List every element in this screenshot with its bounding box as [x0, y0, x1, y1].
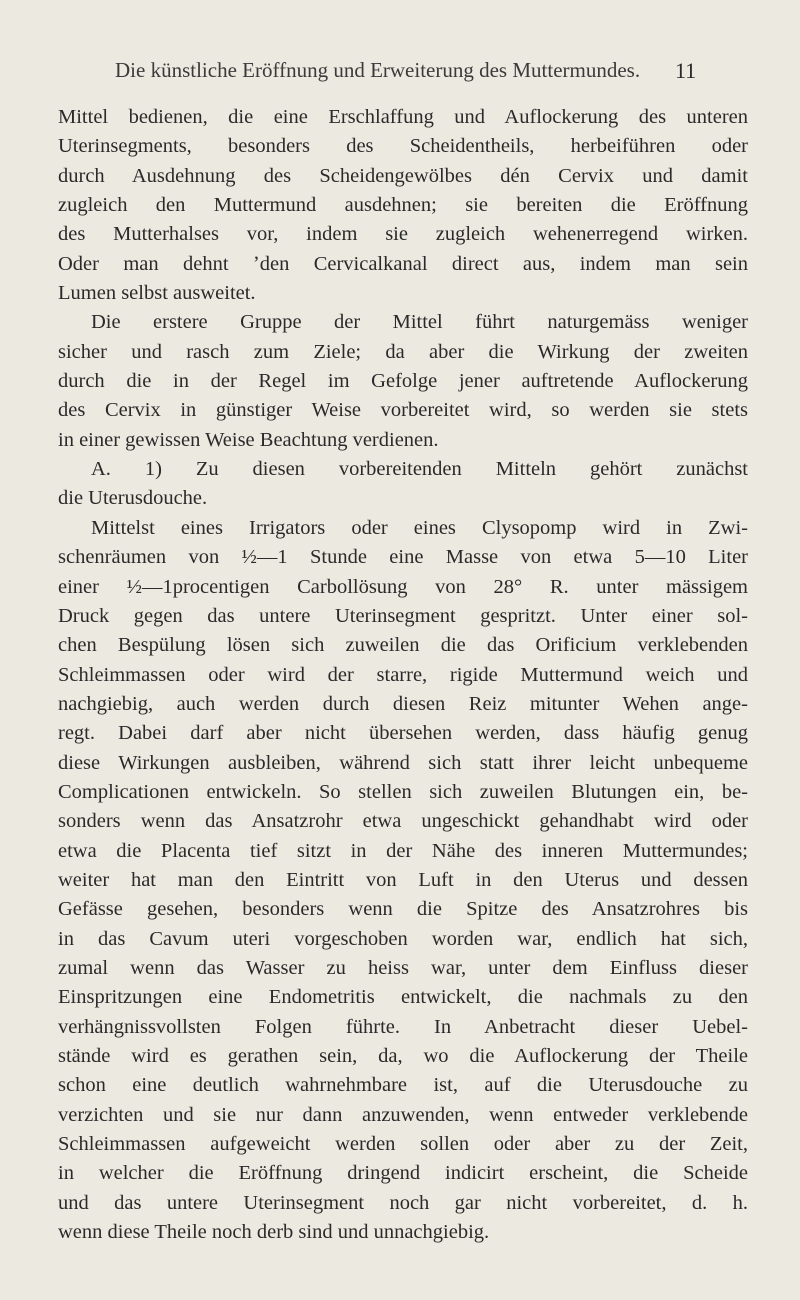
text-line: sicher und rasch zum Ziele; da aber die Wirkung der zweiten: [58, 340, 748, 363]
text-line: des Cervix in günstiger Weise vorbereitet wird, so werden sie stets: [58, 399, 748, 422]
text-line: Druck gegen das untere Uterinsegment gespritzt. Unter einer sol-: [58, 604, 748, 627]
text-line: Die erstere Gruppe der Mittel führt naturgemäss weniger: [91, 311, 748, 334]
text-line: Mittelst eines Irrigators oder eines Clysopomp wird in Zwi-: [91, 516, 748, 539]
text-line: schenräumen von ½—1 Stunde eine Masse von etwa 5—10 Liter: [58, 546, 748, 569]
text-line: regt. Dabei darf aber nicht übersehen werden, dass häufig genug: [58, 722, 748, 745]
page-header: [0, 58, 800, 88]
text-line: zugleich den Muttermund ausdehnen; sie bereiten die Eröffnung: [58, 194, 748, 217]
running-head: Die künstliche Eröffnung und Erweiterung des Muttermundes.: [115, 58, 641, 82]
text-line: in das Cavum uteri vorgeschoben worden war, endlich hat sich,: [58, 927, 748, 950]
text-line: Einspritzungen eine Endometritis entwickelt, die nachmals zu den: [58, 986, 748, 1009]
text-line: und das untere Uterinsegment noch gar nicht vorbereitet, d. h.: [58, 1191, 748, 1214]
text-line: Gefässe gesehen, besonders wenn die Spitze des Ansatzrohres bis: [58, 898, 748, 921]
text-line: zumal wenn das Wasser zu heiss war, unter dem Einfluss dieser: [58, 956, 748, 979]
paragraph: [58, 308, 748, 455]
text-line: Schleimmassen oder wird der starre, rigide Muttermund weich und: [58, 663, 748, 686]
text-line: durch Ausdehnung des Scheidengewölbes dén Cervix und damit: [58, 164, 748, 187]
text-line: Mittel bedienen, die eine Erschlaffung und Auflockerung des unteren: [58, 106, 748, 128]
text-line: diese Wirkungen ausbleiben, während sich statt ihrer leicht unbequeme: [58, 751, 748, 774]
text-line: Complicationen entwickeln. So stellen sich zuweilen Blutungen ein, be-: [58, 780, 748, 803]
text-line: nachgiebig, auch werden durch diesen Reiz mitunter Wehen ange-: [58, 692, 748, 715]
text-line: schon eine deutlich wahrnehmbare ist, auf die Uterusdouche zu: [58, 1074, 748, 1097]
text-line: wenn diese Theile noch derb sind und unnachgiebig.: [58, 1221, 490, 1244]
text-line: A. 1) Zu diesen vorbereitenden Mitteln gehört zunächst: [91, 458, 748, 481]
body-text: [58, 103, 748, 1247]
text-line: Uterinsegments, besonders des Scheidentheils, herbeiführen oder: [58, 135, 748, 158]
text-line: die Uterusdouche.: [58, 487, 208, 510]
text-line: in einer gewissen Weise Beachtung verdienen.: [58, 428, 439, 451]
text-line: des Mutterhalses vor, indem sie zugleich wehenerregend wirken.: [58, 223, 748, 246]
text-line: Oder man dehnt ʼden Cervicalkanal direct aus, indem man sein: [58, 252, 748, 275]
text-line: Schleimmassen aufgeweicht werden sollen oder aber zu der Zeit,: [58, 1133, 748, 1156]
paragraph: [58, 103, 748, 308]
text-line: stände wird es gerathen sein, da, wo die Auflockerung der Theile: [58, 1045, 748, 1067]
paragraph: [58, 455, 748, 514]
text-line: weiter hat man den Eintritt von Luft in den Uterus und dessen: [58, 868, 748, 891]
text-line: etwa die Placenta tief sitzt in der Nähe des inneren Muttermundes;: [58, 839, 748, 862]
page-number: 11: [675, 58, 697, 83]
text-line: sonders wenn das Ansatzrohr etwa ungeschickt gehandhabt wird oder: [58, 810, 748, 833]
text-line: verhängnissvollsten Folgen führte. In Anbetracht dieser Uebel-: [58, 1015, 748, 1038]
text-line: verzichten und sie nur dann anzuwenden, wenn entweder verklebende: [58, 1103, 748, 1126]
text-line: in welcher die Eröffnung dringend indicirt erscheint, die Scheide: [58, 1162, 748, 1185]
text-line: Lumen selbst ausweitet.: [58, 282, 256, 305]
text-line: einer ½—1procentigen Carbollösung von 28° R. unter mässigem: [58, 575, 748, 598]
paragraph: [58, 514, 748, 1248]
text-line: chen Bespülung lösen sich zuweilen die das Orificium verklebenden: [58, 634, 748, 657]
text-line: durch die in der Regel im Gefolge jener auftretende Auflockerung: [58, 370, 748, 393]
